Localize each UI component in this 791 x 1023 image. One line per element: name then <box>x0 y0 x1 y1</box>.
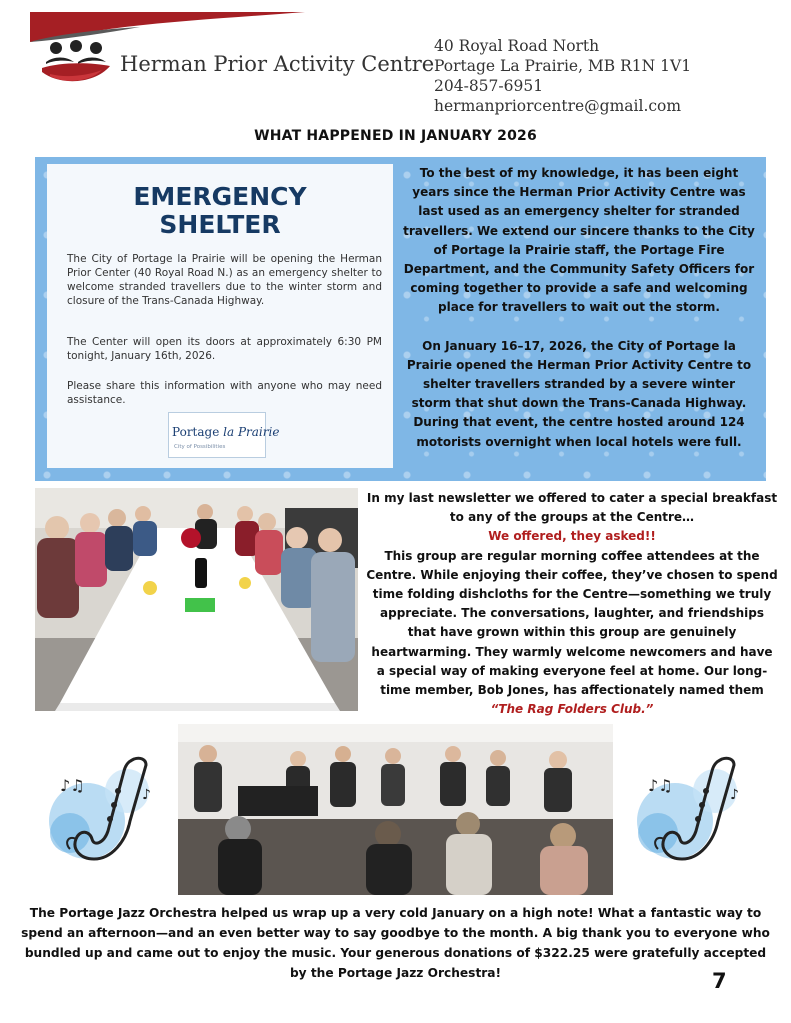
svg-text:♪♫: ♪♫ <box>60 776 85 795</box>
coffee-article-body-paragraph <box>366 547 778 720</box>
saxophone-music-notes-icon <box>630 751 748 866</box>
city-logo-word-a: Portage <box>172 425 220 439</box>
svg-text:♪♫: ♪♫ <box>648 776 673 795</box>
email-address[interactable]: hermanpriorcentre@gmail.com <box>434 97 682 115</box>
emergency-article-paragraph-1: To the best of my knowledge, it has been eight years since the Herman Prior Activity Centre was last used as an emergency shelter for stranded travellers. We extend our sincere thanks to the City of Portage la Prairie staff, the Portage Fire Department, and the Community Safety Officers for coming together to provide a safe and welcoming place for travellers to wait out the storm. <box>403 166 755 315</box>
people-logo-icon <box>40 40 112 88</box>
emergency-notice-paragraph-1: The City of Portage la Prairie will be opening the Herman Prior Center (40 Royal Road N.) as an emergency shelter to welcome stranded travellers due to the winter storm and closure of the Trans-Canada Highway. <box>67 253 382 307</box>
saxophone-music-notes-icon <box>42 751 160 866</box>
coffee-group-photo <box>35 488 358 711</box>
city-logo-tagline: City of Possibilities <box>174 444 226 450</box>
emergency-notice-title <box>47 183 393 239</box>
rag-folders-club-name: “The Rag Folders Club.” <box>490 702 654 717</box>
emergency-notice-paragraph-3: Please share this information with anyone who may need assistance. <box>67 380 382 406</box>
jazz-orchestra-photo <box>178 724 613 895</box>
coffee-article-intro: In my last newsletter we offered to cater a special breakfast to any of the groups at the Centre… <box>366 491 778 525</box>
coffee-article-highlight: We offered, they asked!! <box>488 529 656 544</box>
contact-block <box>434 36 691 116</box>
phone-number: 204-857-6951 <box>434 77 544 95</box>
emergency-title-line-1: EMERGENCY <box>133 182 307 211</box>
header-swoosh-graphic <box>30 12 305 42</box>
page-number: 7 <box>712 969 727 993</box>
address-line-2: Portage La Prairie, MB R1N 1V1 <box>434 57 692 75</box>
city-logo-word-b: la Prairie <box>223 425 280 439</box>
emergency-title-line-2: SHELTER <box>159 210 281 239</box>
emergency-article-paragraph-2: On January 16–17, 2026, the City of Portage la Prairie opened the Herman Prior Activity Centre to shelter travellers stranded by a severe winter storm that shut down the Trans-Canada Highway. During that event, the centre hosted around 124 motorists overnight when local hotels were full. <box>406 338 752 449</box>
organization-name: Herman Prior Activity Centre <box>120 52 435 76</box>
svg-text:♪: ♪ <box>142 787 151 803</box>
city-logo-wordmark <box>172 425 279 439</box>
svg-text:♪: ♪ <box>730 787 739 803</box>
coffee-article <box>366 489 778 719</box>
section-title: WHAT HAPPENED IN JANUARY 2026 <box>254 128 537 144</box>
emergency-article <box>402 164 756 452</box>
coffee-article-body: This group are regular morning coffee attendees at the Centre. While enjoying their coffee, they’ve chosen to spend time folding dishcloths for the Centre—something we truly appreciate. The conversations, laughter, and friendships that have grown within this group are genuinely heartwarming. They warmly welcome newcomers and have a special way of making everyone feel at home. Our long-time member, Bob Jones, has affectionately named them <box>366 548 778 698</box>
jazz-article: The Portage Jazz Orchestra helped us wrap up a very cold January on a high note! What a fantastic way to spend an afternoon—and an even better way to say goodbye to the month. A big thank you to everyone who bundled up and came out to enjoy the music. Your generous donations of $322.25 were gratefully accepted by the Portage Jazz Orchestra! <box>21 906 770 980</box>
emergency-notice-paragraph-2: The Center will open its doors at approximately 6:30 PM tonight, January 16th, 2026. <box>67 336 382 362</box>
address-line-1: 40 Royal Road North <box>434 37 600 55</box>
